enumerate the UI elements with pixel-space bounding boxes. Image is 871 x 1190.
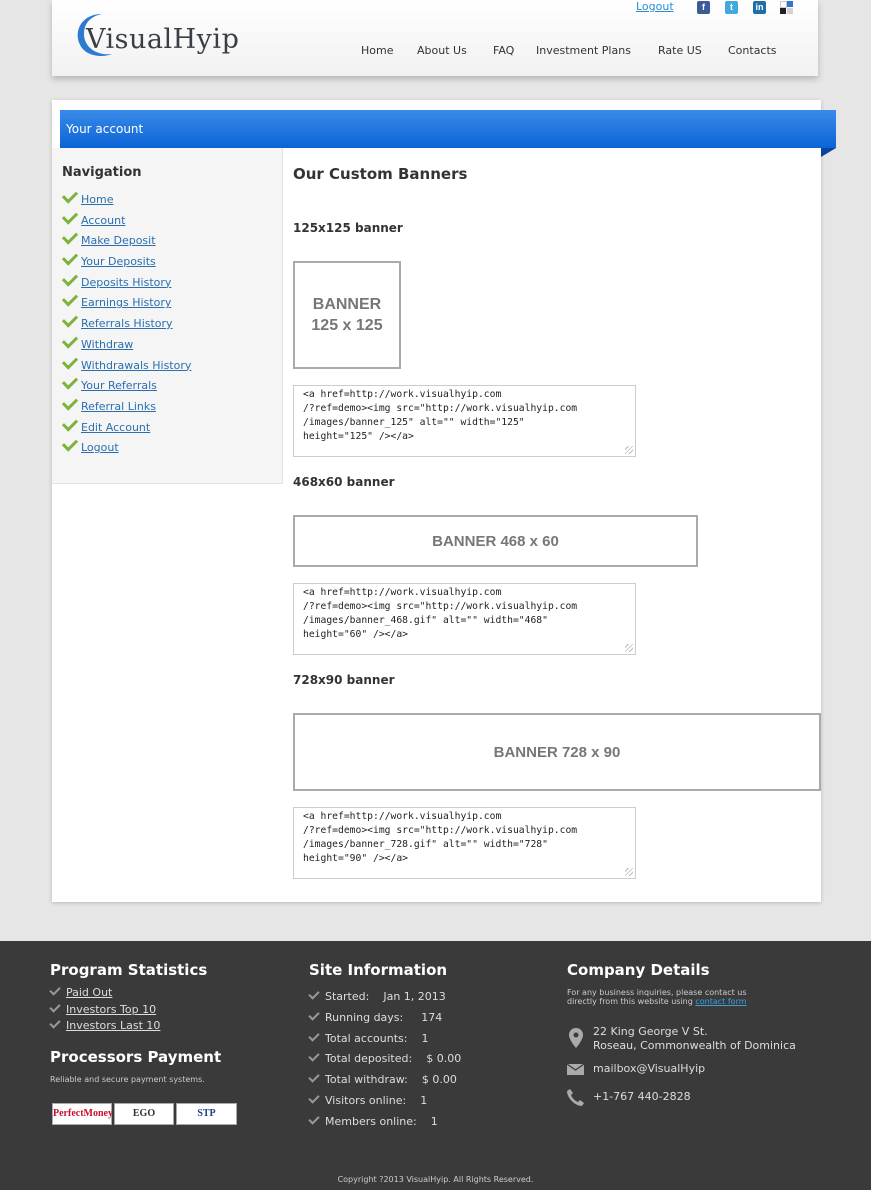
- sidebar-link[interactable]: Logout: [81, 441, 119, 455]
- stat-row: [309, 1115, 461, 1136]
- contact-form-link[interactable]: contact form: [695, 997, 747, 1006]
- copyright: Copyright ?2013 VisualHyip. All Rights Reserved.: [337, 1175, 534, 1184]
- program-stats-list: [50, 986, 160, 1036]
- banner-468-image[interactable]: BANNER 468 x 60: [293, 515, 698, 567]
- sidebar-link[interactable]: Deposits History: [81, 275, 172, 289]
- stat-value: 174: [421, 1010, 443, 1024]
- processors-title: Processors Payment: [50, 1048, 222, 1066]
- sidebar-link[interactable]: Withdraw: [81, 337, 134, 351]
- stat-label: Visitors online:: [325, 1093, 407, 1107]
- sidebar-link[interactable]: Make Deposit: [81, 234, 156, 248]
- location-pin-icon: [569, 1028, 583, 1048]
- sidebar-link[interactable]: Referral Links: [81, 399, 156, 413]
- stat-value: $ 0.00: [421, 1073, 457, 1087]
- stat-label: Total withdraw:: [325, 1073, 408, 1087]
- check-icon: [308, 1051, 319, 1062]
- nav-about-us[interactable]: About Us: [417, 44, 467, 57]
- check-icon: [308, 1030, 319, 1041]
- banner-468-code-text: <a href=http://work.visualhyip.com /?ref=demo><img src="http://work.visualhyip.com /images/banner_468.gif" alt="" width="468" height="60" /></a>: [303, 587, 578, 640]
- sidebar-item-account: [62, 214, 191, 235]
- list-item: [50, 1019, 160, 1036]
- list-item: [50, 986, 160, 1003]
- company-inquiry-line1: For any business inquiries, please contact us: [567, 988, 747, 997]
- site-header: [52, 0, 818, 76]
- investors-last-link[interactable]: Investors Last 10: [66, 1019, 161, 1032]
- sidebar-link[interactable]: Referrals History: [81, 317, 173, 331]
- sidebar-link[interactable]: Home: [81, 193, 114, 206]
- sidebar-item-earnings-history: [62, 296, 191, 317]
- sidebar-item-home: [62, 193, 191, 214]
- resize-grip-icon[interactable]: [625, 868, 633, 876]
- sidebar-title: Navigation: [62, 165, 142, 180]
- site-info-list: [309, 990, 461, 1136]
- logo-text: VisualHyip: [86, 24, 240, 55]
- stat-row: [309, 1094, 461, 1115]
- phone-icon: [567, 1089, 584, 1106]
- sidebar-item-deposits-history: [62, 276, 191, 297]
- facebook-icon[interactable]: f: [697, 1, 710, 14]
- company-inquiry-line2: [567, 997, 747, 1007]
- list-item: [50, 1003, 160, 1020]
- check-icon: [49, 1017, 60, 1028]
- banner-468-code[interactable]: [293, 583, 636, 655]
- address-line2: Roseau, Commonwealth of Dominica: [593, 1039, 796, 1052]
- stat-value: Jan 1, 2013: [383, 990, 446, 1003]
- check-icon: [308, 1072, 319, 1083]
- banner-728-code[interactable]: [293, 807, 636, 879]
- program-stats-title: Program Statistics: [50, 961, 208, 979]
- stat-row: [309, 1032, 461, 1053]
- footer: [0, 941, 871, 1190]
- check-icon: [308, 988, 319, 999]
- stat-value: 1: [430, 1114, 438, 1128]
- linkedin-icon[interactable]: in: [753, 1, 766, 14]
- resize-grip-icon[interactable]: [625, 644, 633, 652]
- check-icon: [62, 187, 78, 203]
- company-inquiry-text: directly from this website using: [567, 997, 693, 1006]
- resize-grip-icon[interactable]: [625, 446, 633, 454]
- banner-468-label: 468x60 banner: [293, 475, 395, 489]
- sidebar-item-your-deposits: [62, 255, 191, 276]
- sidebar-item-your-referrals: [62, 379, 191, 400]
- nav-contacts[interactable]: Contacts: [728, 44, 777, 57]
- sidebar-item-referrals-history: [62, 317, 191, 338]
- sidebar-item-referral-links: [62, 400, 191, 421]
- stat-row: [309, 1073, 461, 1094]
- check-icon: [308, 1113, 319, 1124]
- check-icon: [308, 1092, 319, 1103]
- banner-728-image[interactable]: BANNER 728 x 90: [293, 713, 821, 791]
- stat-label: Total deposited:: [325, 1052, 413, 1066]
- twitter-icon[interactable]: t: [725, 1, 738, 14]
- nav-home[interactable]: Home: [361, 44, 394, 57]
- stat-row: [309, 990, 461, 1011]
- sidebar-item-logout: [62, 441, 191, 462]
- company-address: [593, 1025, 796, 1053]
- sidebar-link[interactable]: Edit Account: [81, 420, 151, 434]
- paid-out-link[interactable]: Paid Out: [66, 986, 113, 999]
- stat-label: Total accounts:: [325, 1031, 408, 1045]
- nav-investment-plans[interactable]: Investment Plans: [536, 44, 631, 57]
- nav-rate-us[interactable]: Rate US: [658, 44, 702, 57]
- check-icon: [308, 1009, 319, 1020]
- sidebar-item-make-deposit: [62, 234, 191, 255]
- header-logout-link[interactable]: Logout: [636, 0, 674, 13]
- mail-icon: [567, 1064, 584, 1075]
- sidebar-item-edit-account: [62, 421, 191, 442]
- account-bar-fold: [821, 148, 836, 157]
- banner-728-code-text: <a href=http://work.visualhyip.com /?ref=demo><img src="http://work.visualhyip.com /images/banner_728.gif" alt="" width="728" height="90" /></a>: [303, 811, 578, 864]
- site-info-title: Site Information: [309, 961, 448, 979]
- logo[interactable]: [72, 10, 272, 60]
- sidebar-link[interactable]: Earnings History: [81, 296, 172, 310]
- banner-125-label: 125x125 banner: [293, 221, 403, 235]
- sidebar: [52, 148, 283, 484]
- check-icon: [49, 1001, 60, 1012]
- company-phone: +1-767 440-2828: [593, 1090, 691, 1103]
- company-title: Company Details: [567, 961, 710, 979]
- sidebar-item-withdrawals-history: [62, 359, 191, 380]
- investors-top-link[interactable]: Investors Top 10: [66, 1002, 157, 1016]
- perfectmoney-logo[interactable]: PerfectMoney: [52, 1103, 112, 1125]
- stp-logo[interactable]: STP: [176, 1103, 237, 1125]
- banner-728-label: 728x90 banner: [293, 673, 395, 687]
- stat-row: [309, 1011, 461, 1032]
- address-line1: 22 King George V St.: [593, 1025, 708, 1038]
- sidebar-link[interactable]: Account: [81, 213, 126, 227]
- sidebar-nav-list: [62, 193, 191, 462]
- check-icon: [49, 984, 60, 995]
- delicious-icon[interactable]: [780, 1, 793, 14]
- account-bar: Your account: [60, 110, 836, 148]
- sidebar-link[interactable]: Withdrawals History: [81, 358, 192, 372]
- nav-faq[interactable]: FAQ: [493, 44, 515, 57]
- stat-row: [309, 1052, 461, 1073]
- banner-125-image[interactable]: BANNER 125 x 125: [293, 261, 401, 369]
- stat-value: 1: [420, 1093, 428, 1107]
- stat-label: Running days:: [325, 1010, 404, 1024]
- stat-label: Started:: [325, 990, 370, 1003]
- stat-value: $ 0.00: [426, 1052, 462, 1066]
- main-panel: [52, 100, 821, 902]
- sidebar-item-withdraw: [62, 338, 191, 359]
- sidebar-link[interactable]: Your Deposits: [81, 255, 156, 269]
- processors-subtitle: Reliable and secure payment systems.: [50, 1075, 205, 1084]
- sidebar-link[interactable]: Your Referrals: [81, 379, 157, 393]
- banner-125-code-text: <a href=http://work.visualhyip.com /?ref=demo><img src="http://work.visualhyip.com /images/banner_125" alt="" width="125" height="125" /></a>: [303, 389, 578, 442]
- company-email: mailbox@VisualHyip: [593, 1062, 706, 1075]
- stat-label: Members online:: [325, 1114, 417, 1128]
- ego-logo[interactable]: EGO: [114, 1103, 174, 1125]
- stat-value: 1: [421, 1031, 429, 1045]
- page-title: Our Custom Banners: [293, 165, 468, 183]
- banner-125-code[interactable]: [293, 385, 636, 457]
